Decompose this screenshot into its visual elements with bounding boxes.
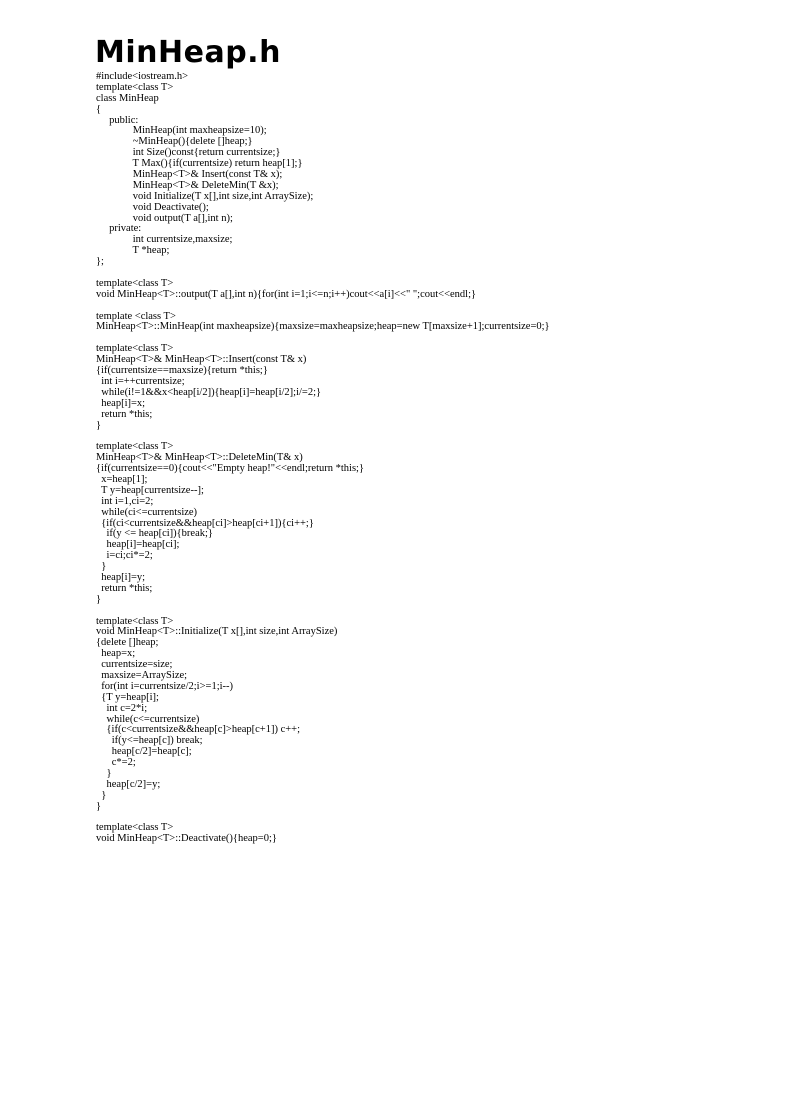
code-line: c*=2; [96,757,136,769]
code-line: } [96,561,107,573]
code-line: public: [96,114,139,126]
code-line: MinHeap<T>& DeleteMin(T &x); [96,179,279,191]
code-line: {T y=heap[i]; [96,691,159,703]
code-line: T Max(){if(currentsize) return heap[1];} [96,158,303,170]
code-line: heap=x; [96,648,136,660]
code-line: i=ci;ci*=2; [96,550,153,562]
code-line: { [96,103,102,115]
code-line: return *this; [96,408,153,420]
code-line: heap[c/2]=y; [96,778,161,790]
code-line: maxsize=ArraySize; [96,669,188,681]
code-line: if(y<=heap[c]) break; [96,735,203,747]
code-line: } [96,419,102,431]
code-line: {if(c<currentsize&&heap[c]>heap[c+1]) c++; [96,724,301,736]
code-line: void MinHeap<T>::Deactivate(){heap=0;} [96,833,277,845]
code-line: if(y <= heap[ci]){break;} [96,528,213,540]
code-line: MinHeap<T>& Insert(const T& x); [96,169,283,181]
code-line: MinHeap<T>& MinHeap<T>::Insert(const T& x) [96,354,307,366]
code-line: } [96,800,102,812]
code-line: int i=1,ci=2; [96,495,154,507]
code-line [96,268,776,279]
code-line: template <class T> [96,310,176,322]
code-line: template<class T> [96,822,174,834]
code-line: {if(ci<currentsize&&heap[ci]>heap[ci+1]){ci++;} [96,517,314,529]
code-line [96,813,776,824]
code-line: heap[i]=y; [96,571,146,583]
code-line: {if(currentsize==maxsize){return *this;} [96,365,268,377]
code-line: for(int i=currentsize/2;i>=1;i--) [96,680,234,692]
code-line: x=heap[1]; [96,473,148,485]
code-line: while(ci<=currentsize) [96,506,198,518]
document-title: MinHeap.h [95,35,281,70]
code-line: void MinHeap<T>::Initialize(T x[],int size,int ArraySize) [96,626,338,638]
code-line: void MinHeap<T>::output(T a[],int n){for(int i=1;i<=n;i++)cout<<a[i]<<" ";cout<<endl;} [96,288,477,300]
code-line: #include<iostream.h> [96,71,189,82]
code-line: MinHeap<T>::MinHeap(int maxheapsize){maxsize=maxheapsize;heap=new T[maxsize+1];currentsize=0;} [96,321,550,333]
code-line: int c=2*i; [96,702,148,714]
code-block [96,72,776,845]
code-line: } [96,768,112,779]
code-line: template<class T> [96,81,174,93]
code-line: return *this; [96,582,153,594]
code-line: } [96,593,102,605]
code-line: private: [96,223,142,235]
code-line: } [96,789,107,801]
code-line: template<class T> [96,277,174,289]
code-line: template<class T> [96,615,174,627]
code-line: template<class T> [96,441,174,453]
code-line: {if(currentsize==0){cout<<"Empty heap!"<<endl;return *this;} [96,463,364,475]
code-line: void Deactivate(); [96,201,209,213]
code-line: void Initialize(T x[],int size,int ArraySize); [96,190,314,202]
code-line [96,606,776,617]
code-line: currentsize=size; [96,659,173,671]
code-line: MinHeap(int maxheapsize=10); [96,125,267,137]
code-line: int Size()const{return currentsize;} [96,147,281,159]
code-line: heap[i]=heap[ci]; [96,539,180,551]
code-line: void output(T a[],int n); [96,212,233,224]
code-line [96,301,776,312]
code-line: }; [96,256,104,268]
code-line: {delete []heap; [96,637,159,649]
code-line: while(c<=currentsize) [96,713,200,725]
code-line: int i=++currentsize; [96,375,185,387]
code-line: class MinHeap [96,92,159,104]
code-line: ~MinHeap(){delete []heap;} [96,136,253,148]
code-line: heap[c/2]=heap[c]; [96,746,192,758]
code-line: template<class T> [96,343,174,355]
code-line: T y=heap[currentsize--]; [96,484,204,496]
code-line [96,333,776,344]
code-line [96,431,776,442]
code-line: MinHeap<T>& MinHeap<T>::DeleteMin(T& x) [96,452,303,464]
code-line: int currentsize,maxsize; [96,234,233,246]
code-line: heap[i]=x; [96,397,146,409]
code-line: T *heap; [96,245,170,257]
code-line: while(i!=1&&x<heap[i/2]){heap[i]=heap[i/2];i/=2;} [96,386,322,398]
